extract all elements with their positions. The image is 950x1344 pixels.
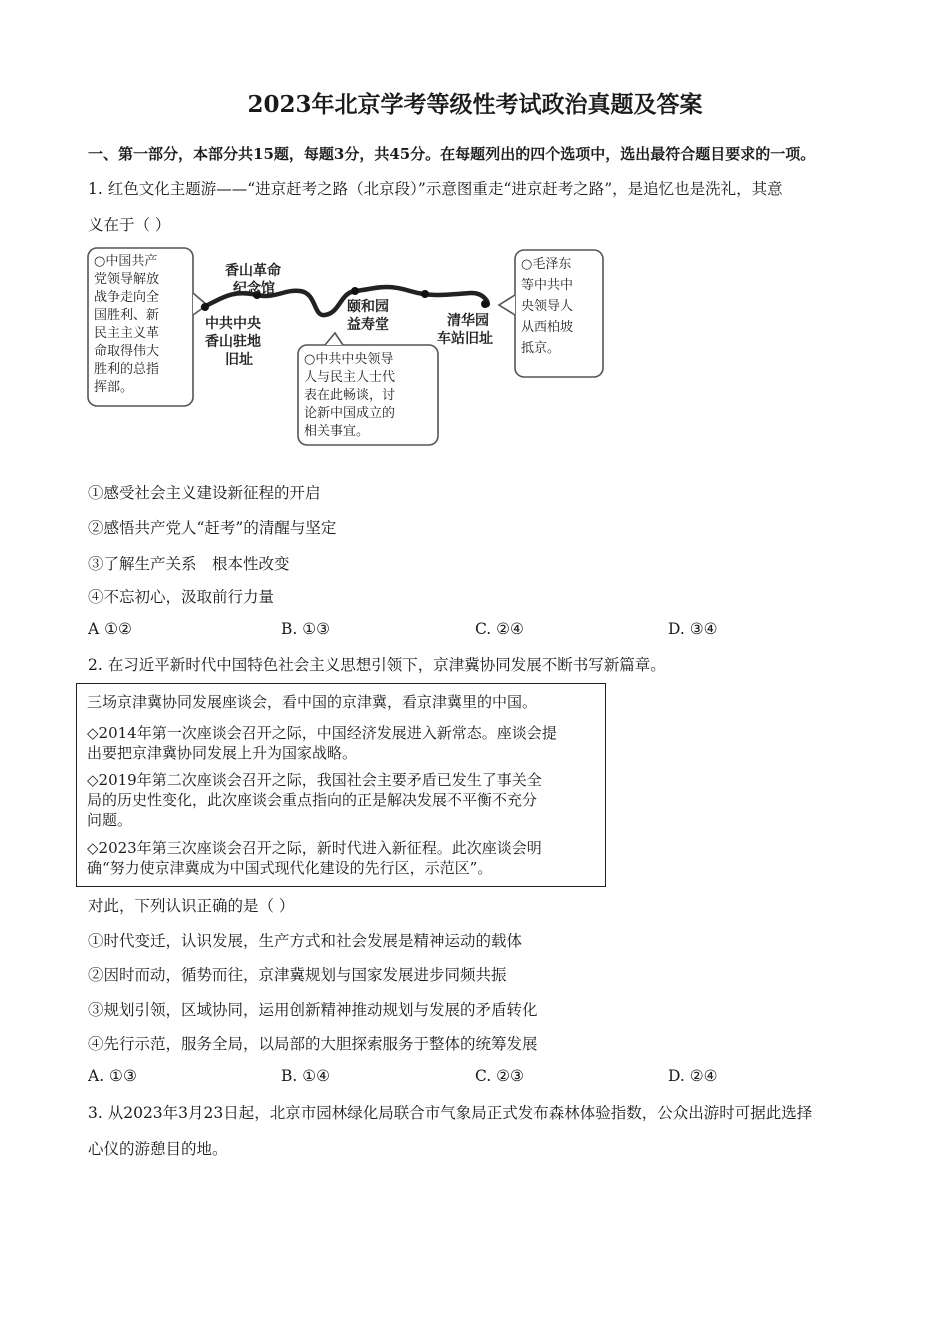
- route-point-qinghua: [481, 300, 489, 308]
- page-title: 2023年北京学考等级性考试政治真题及答案: [247, 91, 703, 118]
- label-yiheyuan-l1: 颐和园: [347, 299, 389, 315]
- q2-option-a: A. ①③: [88, 1067, 137, 1085]
- q2-item: ④先行示范，服务全局，以局部的大胆探索服务于整体的统筹发展: [88, 1035, 538, 1053]
- q2-box-line: ◇2019年第二次座谈会召开之际，我国社会主要矛盾已发生了事关全: [87, 771, 542, 789]
- map-box-mid-line: 人与民主人士代: [304, 370, 396, 385]
- q2-box-line: ◇2023年第三次座谈会召开之际，新时代进入新征程。此次座谈会明: [87, 839, 542, 857]
- q1-option-a: A ①②: [88, 620, 132, 638]
- q2-item: ③规划引领，区域协同，运用创新精神推动规划与发展的矛盾转化: [88, 1001, 538, 1019]
- label-xiangshan-jinianguan-l2: 纪念馆: [233, 281, 275, 297]
- q2-stem: 2. 在习近平新时代中国特色社会主义思想引领下，京津冀协同发展不断书写新篇章。: [88, 656, 666, 674]
- q2-option-c: C. ②③: [475, 1067, 524, 1085]
- map-box-right-line: 抵京。: [521, 341, 561, 356]
- map-box-mid-line: 相关事宜。: [304, 424, 370, 439]
- q3-stem-line1: 3. 从2023年3月23日起，北京市园林绿化局联合市气象局正式发布森林体验指数，公众出游时可据此选择: [88, 1104, 813, 1122]
- q1-stem-line1: 1. 红色文化主题游——“进京赶考之路（北京段）”示意图重走“进京赶考之路”，是追忆也是洗礼，其意: [88, 180, 783, 198]
- q3-stem-line2: 心仪的游憩目的地。: [88, 1140, 228, 1158]
- map-box-left-line: 命取得伟大: [94, 344, 160, 359]
- q1-option-d: D. ③④: [668, 620, 718, 638]
- q2-box-line: 确“努力使京津冀成为中国式现代化建设的先行区，示范区”。: [87, 859, 493, 877]
- map-box-left-line: 民主主义革: [94, 326, 160, 341]
- map-box-left-line: ○中国共产: [94, 254, 158, 269]
- map-box-right-line: 从西柏坡: [521, 320, 574, 335]
- route-point-yiheyuan: [351, 287, 359, 295]
- label-xiangshan-zhudi-l3: 旧址: [225, 352, 253, 368]
- q2-box-line: 局的历史性变化，此次座谈会重点指向的正是解决发展不平衡不充分: [87, 791, 538, 809]
- label-xiangshan-jinianguan-l1: 香山革命: [225, 263, 281, 279]
- map-box-mid-line: 表在此畅谈，讨: [304, 388, 396, 403]
- q2-question: 对此，下列认识正确的是（ ）: [88, 897, 295, 915]
- map-box-left-line: 党领导解放: [94, 272, 160, 287]
- section-header: 一、第一部分，本部分共15题，每题3分，共45分。在每题列出的四个选项中，选出最符合题目要求的一项。: [88, 145, 816, 163]
- map-box-left-line: 国胜利、新: [94, 308, 160, 323]
- q2-option-b: B. ①④: [281, 1067, 331, 1085]
- map-box-mid-line: 论新中国成立的: [304, 406, 396, 421]
- label-qinghua-l2: 车站旧址: [437, 331, 493, 347]
- q1-stem-line2: 义在于（ ）: [88, 216, 171, 234]
- map-box-left-line: 胜利的总指: [94, 362, 160, 377]
- map-box-left-line: 挥部。: [94, 380, 134, 395]
- q2-box-line: 三场京津冀协同发展座谈会，看中国的京津冀，看京津冀里的中国。: [87, 693, 538, 711]
- q2-material-box: [76, 683, 606, 887]
- q2-box-line: 问题。: [87, 811, 133, 829]
- route-point-xiangshan-zhudi: [201, 303, 209, 311]
- label-xiangshan-zhudi-l2: 香山驻地: [205, 334, 261, 350]
- q1-option-c: C. ②④: [475, 620, 524, 638]
- q1-item: ①感受社会主义建设新征程的开启: [88, 484, 321, 502]
- route-map-diagram: [85, 245, 610, 450]
- q1-item: ③了解生产关系 根本性改变: [88, 555, 290, 573]
- q2-item: ①时代变迁，认识发展，生产方式和社会发展是精神运动的载体: [88, 932, 523, 950]
- route-point-route-mid: [421, 290, 429, 298]
- map-box-mid-line: ○中共中央领导: [304, 352, 394, 367]
- label-qinghua-l1: 清华园: [447, 313, 489, 329]
- map-box-right-line: 央领导人: [521, 299, 574, 314]
- q2-box-line: 出要把京津冀协同发展上升为国家战略。: [87, 744, 358, 762]
- q2-option-d: D. ②④: [668, 1067, 718, 1085]
- q2-item: ②因时而动，循势而往，京津冀规划与国家发展进步同频共振: [88, 966, 507, 984]
- label-yiheyuan-l2: 益寿堂: [347, 317, 389, 333]
- map-box-right-line: ○毛泽东: [521, 257, 572, 272]
- q1-option-b: B. ①③: [281, 620, 331, 638]
- q1-item: ②感悟共产党人“赶考”的清醒与坚定: [88, 519, 337, 537]
- label-xiangshan-zhudi-l1: 中共中央: [205, 316, 261, 332]
- map-box-right-line: 等中共中: [521, 278, 574, 293]
- map-box-left-line: 战争走向全: [94, 290, 160, 305]
- q1-item: ④不忘初心，汲取前行力量: [88, 588, 275, 606]
- q2-box-line: ◇2014年第一次座谈会召开之际，中国经济发展进入新常态。座谈会提: [87, 724, 557, 742]
